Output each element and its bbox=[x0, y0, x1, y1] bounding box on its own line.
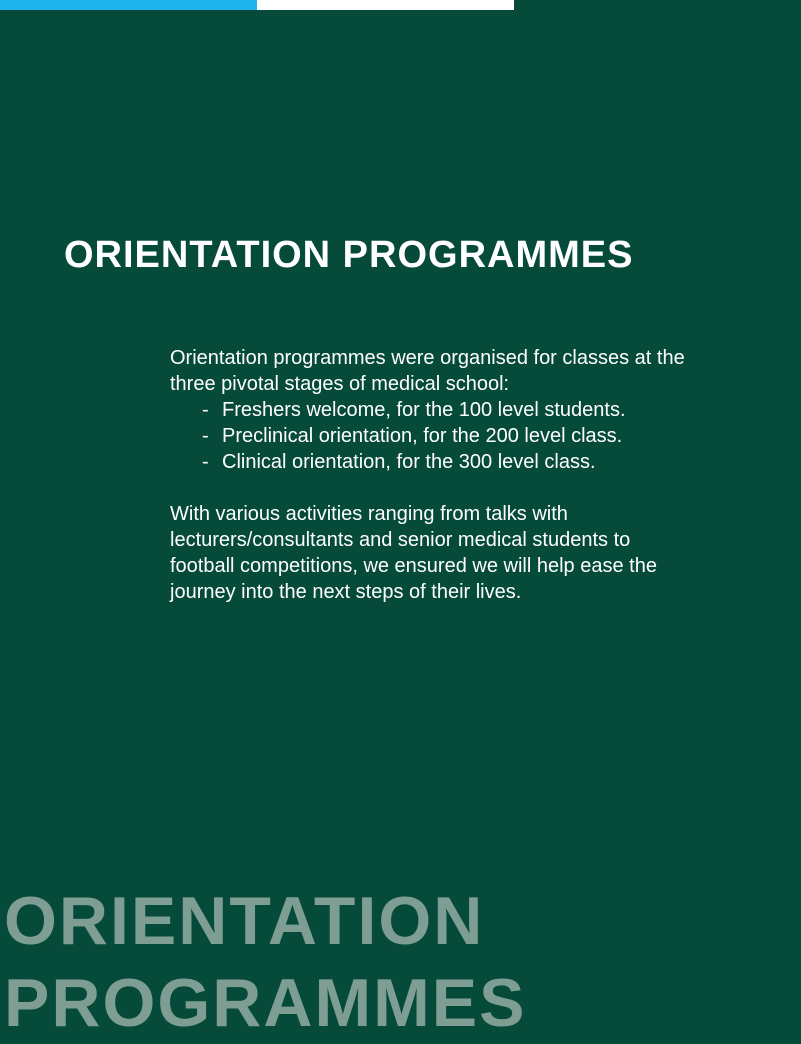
accent-bar-white bbox=[257, 0, 514, 10]
bullet-dash: - bbox=[202, 451, 209, 473]
bullet-dash: - bbox=[202, 425, 209, 447]
list-item bbox=[202, 449, 690, 475]
background-watermark bbox=[4, 880, 526, 1044]
closing-paragraph: With various activities ranging from talks with lecturers/consultants and senior medical students to football competitions, we ensured we will help ease the journey into the next steps of their lives. bbox=[170, 503, 657, 603]
list-item bbox=[202, 423, 690, 449]
list-item-text: Clinical orientation, for the 300 level class. bbox=[222, 451, 596, 473]
bullet-dash: - bbox=[202, 399, 209, 421]
accent-bar-blue bbox=[0, 0, 257, 10]
watermark-line-1: ORIENTATION bbox=[4, 883, 485, 959]
body-content bbox=[170, 345, 690, 605]
watermark-line-2: PROGRAMMES bbox=[4, 965, 527, 1041]
list-item bbox=[202, 397, 690, 423]
list-item-text: Freshers welcome, for the 100 level students. bbox=[222, 399, 626, 421]
intro-paragraph: Orientation programmes were organised for classes at the three pivotal stages of medical school: bbox=[170, 347, 685, 395]
top-accent-bar bbox=[0, 0, 514, 10]
stage-list bbox=[170, 397, 690, 475]
page-title: ORIENTATION PROGRAMMES bbox=[64, 234, 634, 276]
list-item-text: Preclinical orientation, for the 200 level class. bbox=[222, 425, 623, 447]
